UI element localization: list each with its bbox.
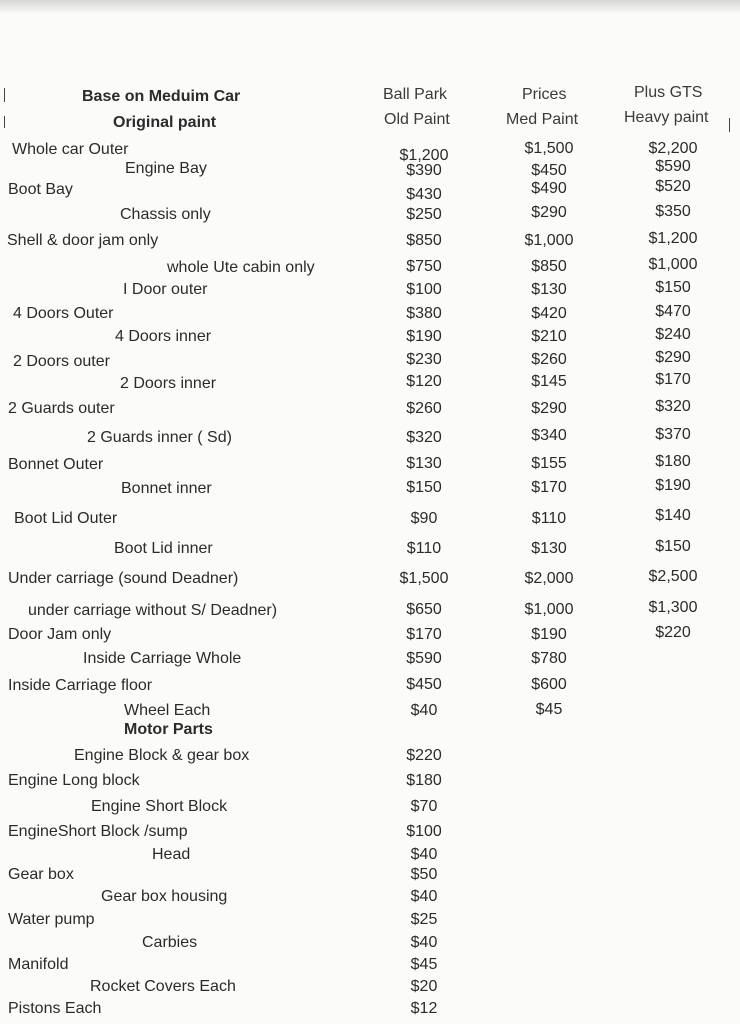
scan-shadow xyxy=(0,0,740,14)
price-col2: $1,000 xyxy=(524,232,574,249)
item-label: Manifold xyxy=(8,956,69,973)
price-col1: $250 xyxy=(406,206,442,223)
price-col3: $240 xyxy=(655,326,691,343)
left-margin-mark xyxy=(4,88,5,102)
price-col1: $12 xyxy=(410,1000,438,1017)
price-col1: $45 xyxy=(410,956,438,973)
price-col1: $70 xyxy=(410,798,438,815)
price-col1: $390 xyxy=(406,162,442,179)
item-label: Engine Bay xyxy=(125,160,207,177)
price-col1: $90 xyxy=(410,510,438,527)
item-label: under carriage without S/ Deadner) xyxy=(28,602,278,619)
price-col2: $290 xyxy=(531,400,567,417)
title-line-1: Base on Meduim Car xyxy=(82,88,241,105)
price-col1: $20 xyxy=(410,978,438,995)
item-label: Chassis only xyxy=(120,206,211,223)
item-label: Gear box housing xyxy=(101,888,228,905)
price-col2: $780 xyxy=(531,650,567,667)
price-col1: $590 xyxy=(406,650,442,667)
item-label: Inside Carriage Whole xyxy=(83,650,242,667)
item-label: 2 Guards inner ( Sd) xyxy=(87,429,232,446)
item-label: Wheel Each xyxy=(124,702,211,719)
right-margin-mark xyxy=(729,118,730,132)
item-label: Head xyxy=(152,846,191,863)
price-col2: $190 xyxy=(531,626,567,643)
price-col1: $40 xyxy=(410,846,438,863)
item-label: Boot Lid inner xyxy=(114,540,213,557)
price-col1: $40 xyxy=(410,888,438,905)
left-margin-mark xyxy=(4,116,5,128)
price-col1: $150 xyxy=(406,479,442,496)
price-col1: $170 xyxy=(406,626,442,643)
price-col2: $290 xyxy=(531,204,567,221)
item-label: Shell & door jam only xyxy=(7,232,159,249)
item-label: Engine Short Block xyxy=(91,798,228,815)
price-col2: $210 xyxy=(531,328,567,345)
price-col1: $40 xyxy=(410,934,438,951)
price-col3: $350 xyxy=(655,203,691,220)
item-label: Bonnet inner xyxy=(121,480,212,497)
price-col3: $150 xyxy=(655,279,691,296)
price-col1: $110 xyxy=(406,540,442,557)
item-label: 2 Doors outer xyxy=(13,353,110,370)
price-col2: $420 xyxy=(531,305,567,322)
price-col3: $320 xyxy=(655,398,691,415)
price-col2: $170 xyxy=(531,479,567,496)
price-col3: $1,300 xyxy=(648,599,698,616)
price-col2: $1,500 xyxy=(524,140,574,157)
price-col2: $145 xyxy=(531,373,567,390)
price-col1: $750 xyxy=(406,258,442,275)
item-label: Door Jam only xyxy=(8,626,112,643)
item-label: Rocket Covers Each xyxy=(90,978,236,995)
price-col3: $470 xyxy=(655,303,691,320)
price-col3: $150 xyxy=(655,538,691,555)
price-col1: $320 xyxy=(406,429,442,446)
price-col3: $180 xyxy=(655,453,691,470)
col3-header-line1: Plus GTS xyxy=(634,84,703,101)
price-col2: $45 xyxy=(535,701,563,718)
price-col1: $650 xyxy=(406,601,442,618)
item-label: Engine Long block xyxy=(8,772,140,789)
price-col1: $1,500 xyxy=(399,570,449,587)
item-label: Water pump xyxy=(8,911,95,928)
item-label: whole Ute cabin only xyxy=(167,259,315,276)
price-col1: $100 xyxy=(406,281,442,298)
price-col2: $110 xyxy=(531,510,567,527)
price-col1: $1,200 xyxy=(399,147,449,164)
price-col1: $25 xyxy=(410,911,438,928)
price-col3: $140 xyxy=(655,507,691,524)
price-col3: $520 xyxy=(655,178,691,195)
item-label: Pistons Each xyxy=(8,1000,102,1017)
price-col2: $260 xyxy=(531,351,567,368)
price-col1: $100 xyxy=(406,823,442,840)
price-col3: $2,500 xyxy=(648,568,698,585)
price-col1: $450 xyxy=(406,676,442,693)
col3-header-line2: Heavy paint xyxy=(624,109,709,126)
price-col1: $850 xyxy=(406,232,442,249)
price-col3: $190 xyxy=(655,477,691,494)
price-col1: $260 xyxy=(406,400,442,417)
item-label: 2 Guards outer xyxy=(8,400,115,417)
price-col3: $220 xyxy=(655,624,691,641)
price-col3: $170 xyxy=(655,371,691,388)
price-col1: $380 xyxy=(406,305,442,322)
col2-header-line1: Prices xyxy=(522,86,567,103)
item-label: 4 Doors inner xyxy=(115,328,212,345)
price-col1: $50 xyxy=(410,866,438,883)
price-col3: $1,000 xyxy=(648,256,698,273)
price-col2: $1,000 xyxy=(524,601,574,618)
price-col2: $850 xyxy=(531,258,567,275)
price-col2: $155 xyxy=(531,455,567,472)
item-label: Boot Lid Outer xyxy=(14,510,118,527)
col1-header-line1: Ball Park xyxy=(383,86,448,103)
section-motor-parts: Motor Parts xyxy=(124,721,213,738)
item-label: 2 Doors inner xyxy=(120,375,217,392)
price-col3: $290 xyxy=(655,349,691,366)
item-label: Bonnet Outer xyxy=(8,456,104,473)
col1-header-line2: Old Paint xyxy=(384,111,450,128)
price-col1: $190 xyxy=(406,328,442,345)
price-col1: $230 xyxy=(406,351,442,368)
item-label: Inside Carriage floor xyxy=(8,677,153,694)
title-line-2: Original paint xyxy=(113,114,217,131)
price-col3: $2,200 xyxy=(648,140,698,157)
price-col2: $340 xyxy=(531,427,567,444)
price-col1: $130 xyxy=(406,455,442,472)
item-label: Boot Bay xyxy=(8,181,73,198)
price-col3: $590 xyxy=(655,158,691,175)
col2-header-line2: Med Paint xyxy=(506,111,579,128)
price-col1: $40 xyxy=(410,702,438,719)
item-label: EngineShort Block /sump xyxy=(8,823,188,840)
item-label: 4 Doors Outer xyxy=(13,305,114,322)
item-label: Carbies xyxy=(142,934,198,951)
item-label: Under carriage (sound Deadner) xyxy=(8,570,239,587)
item-label: Engine Block & gear box xyxy=(74,747,250,764)
price-col3: $1,200 xyxy=(648,230,698,247)
price-col1: $120 xyxy=(406,373,442,390)
item-label: Whole car Outer xyxy=(12,141,129,158)
item-label: I Door outer xyxy=(123,281,208,298)
price-col2: $450 xyxy=(531,162,567,179)
price-col1: $180 xyxy=(406,772,442,789)
price-col1: $430 xyxy=(406,186,442,203)
price-col2: $490 xyxy=(531,180,567,197)
price-col2: $2,000 xyxy=(524,570,574,587)
price-col2: $130 xyxy=(531,540,567,557)
item-label: Gear box xyxy=(8,866,74,883)
price-col1: $220 xyxy=(406,747,442,764)
price-col2: $600 xyxy=(531,676,567,693)
price-col3: $370 xyxy=(655,426,691,443)
price-col2: $130 xyxy=(531,281,567,298)
